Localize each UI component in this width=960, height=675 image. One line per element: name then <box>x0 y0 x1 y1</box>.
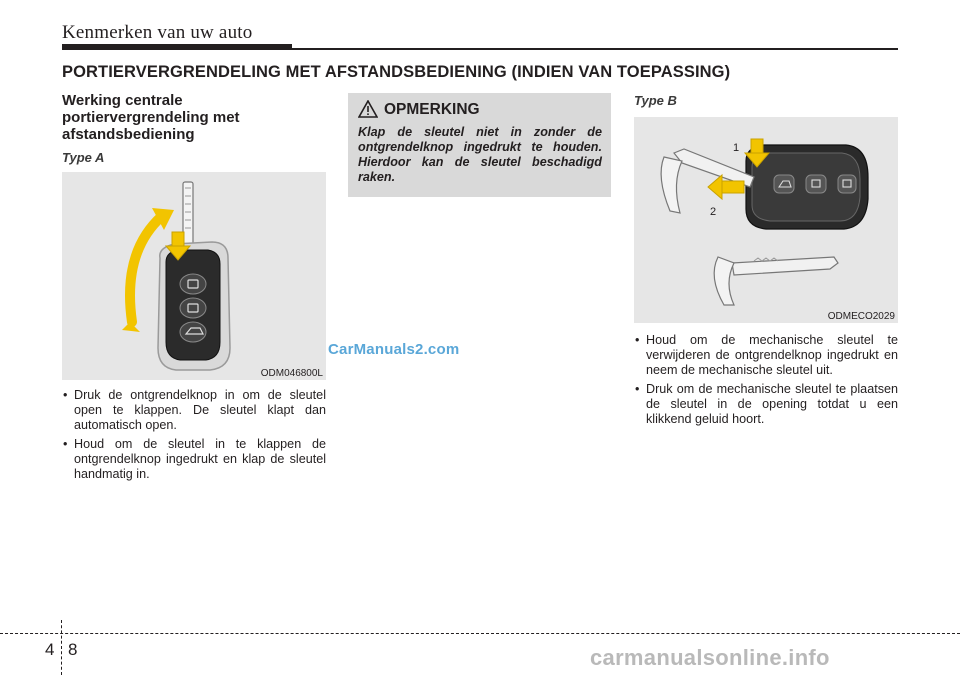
list-item: • Druk de ontgrendelknop in om de sleutel open te klappen. De sleutel klapt dan automatisch open. <box>63 388 326 432</box>
folding-key-illustration <box>62 172 326 380</box>
footer-watermark: carmanualsonline.info <box>590 645 830 670</box>
heading-line: portiervergrendeling met <box>62 109 240 126</box>
heading-line: afstandsbediening <box>62 126 195 143</box>
page-number: 8 <box>68 640 78 659</box>
right-bullet-list <box>634 333 898 431</box>
list-item: • Houd om de mechanische sleutel te verwijderen de ontgrendelknop ingedrukt en neem de mechanische sleutel uit. <box>635 333 898 377</box>
callout-1: 1 <box>733 142 740 154</box>
watermark: CarManuals2.com <box>328 341 460 358</box>
figure-type-b <box>634 117 898 323</box>
callout-2: 2 <box>710 206 717 218</box>
warning-icon <box>358 100 378 118</box>
figure-type-a <box>62 172 326 380</box>
header-rule <box>62 48 898 50</box>
note-title: OPMERKING <box>384 101 480 118</box>
heading-line: Werking centrale <box>62 92 183 109</box>
subsection-heading <box>62 92 326 143</box>
list-item: • Houd om de sleutel in te klappen de ontgrendelknop ingedrukt en klap de sleutel handmatig in. <box>63 437 326 481</box>
type-b-label: Type B <box>634 93 677 108</box>
figure-code: ODM046800L <box>260 368 323 379</box>
left-bullet-list <box>62 388 326 486</box>
section-title: PORTIERVERGRENDELING MET AFSTANDSBEDIENING (INDIEN VAN TOEPASSING) <box>62 63 731 81</box>
note-text: Klap de sleutel niet in zonder de ontgrendelknop ingedrukt te houden. Hierdoor kan de sleutel beschadigd raken. <box>358 125 602 184</box>
footer-rule <box>0 633 960 634</box>
note-box <box>348 93 611 197</box>
chapter-number: 4 <box>45 640 55 659</box>
footer-divider <box>61 620 62 675</box>
smart-key-illustration <box>634 117 898 323</box>
chapter-title: Kenmerken van uw auto <box>62 22 253 43</box>
figure-code: ODMECO2029 <box>827 311 895 322</box>
type-a-label: Type A <box>62 150 105 165</box>
list-item: • Druk om de mechanische sleutel te plaatsen de sleutel in de opening totdat u een klikkend geluid hoort. <box>635 382 898 426</box>
